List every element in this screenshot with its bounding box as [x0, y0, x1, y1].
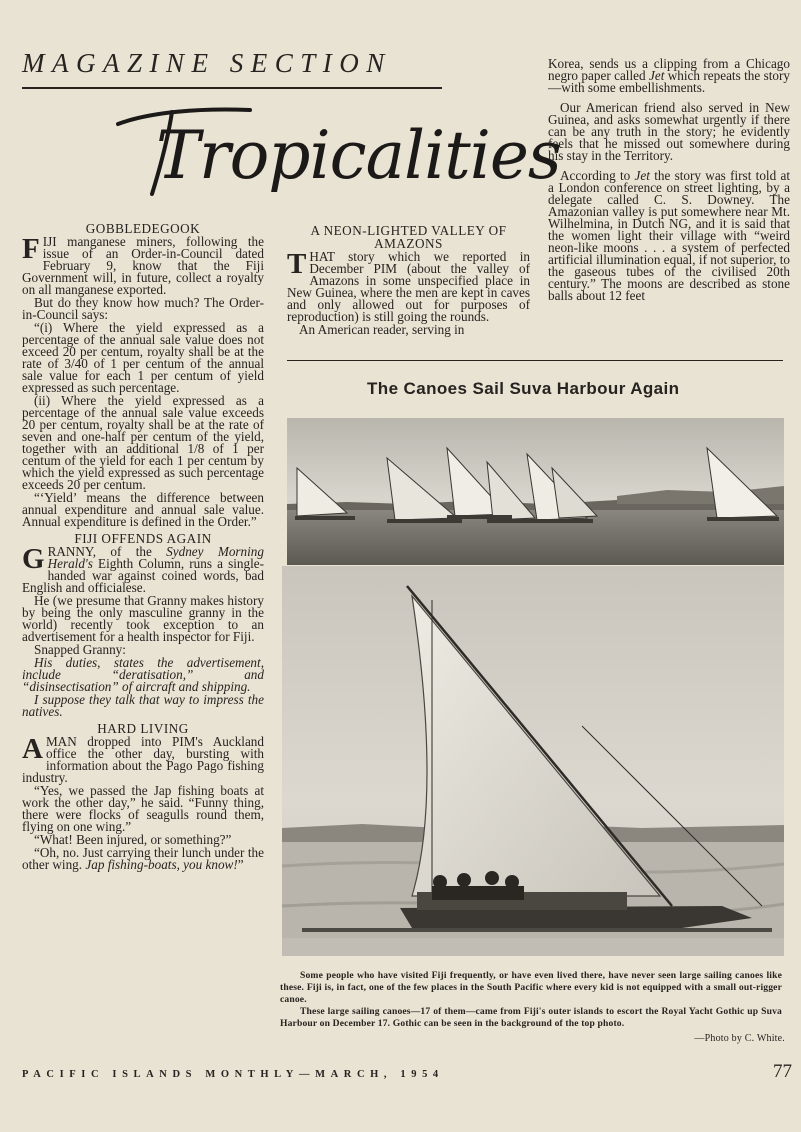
neon-valley-p3b: Jet [648, 68, 665, 83]
hard-living-p4a: “Oh, no. Just carrying their lunch under the other wing. [22, 845, 264, 872]
neon-valley-p5c: the story was first told at a London conference on street lighting, by a delegate called C. S. Downey. The Amazonian valley is put somewhere near Mt. Wilhelmina, in Dutch NG, and it is said that the women light their village with “weird neon-like moons . . . a system of perfected artificial illumination equal, if not superior, to the gaseous tubes of the civilised 20th century.” The moons are described as stone balls about 12 feet [548, 168, 790, 303]
neon-valley-p5b: Jet [634, 168, 650, 183]
hard-living-p2: “Yes, we passed the Jap fishing boats at work the other day,” he said. “Funny thing, there were flocks of seagulls round them, flying on one wing.” [22, 783, 264, 834]
photo-caption-p1: Some people who have visited Fiji frequently, or have even lived there, have never seen large sailing canoes like these. Fiji is, in fact, one of the few places in the South Pacific where every kid is not equipped with a small out-rigger canoe. [280, 970, 782, 1005]
drop-cap-t: T [287, 248, 307, 280]
tropicalities-logo [110, 98, 561, 208]
fiji-offends-heading: FIJI OFFENDS AGAIN [74, 531, 212, 546]
drop-cap-g: G [22, 543, 45, 575]
hard-living-p1: MAN dropped into PIM's Auckland office the other day, bursting with information about the Pago Pago fishing industry. [22, 734, 264, 785]
header-rule [22, 87, 442, 89]
page-number: 77 [773, 1061, 792, 1082]
photo-section-rule [287, 360, 783, 361]
fiji-offends-p5: I suppose they talk that way to impress the natives. [22, 692, 264, 719]
drop-cap-f: F [22, 233, 40, 265]
photo-credit: —Photo by C. White. [694, 1033, 785, 1044]
photo-caption-p2: These large sailing canoes—17 of them—came from Fiji's outer islands to escort the Royal Yacht Gothic up Suva Harbour on December 17. Gothic can be seen in the background of the top photo. [280, 1006, 782, 1029]
fiji-offends-p2: He (we presume that Granny makes history by being the only masculine granny in the world) recently took exception to an advertisement for a health inspector for Fiji. [22, 593, 264, 644]
publication-footer: PACIFIC ISLANDS MONTHLY—MARCH, 1954 [22, 1069, 444, 1080]
tropicalities-logo-drawing [110, 98, 561, 208]
column-left [22, 218, 264, 872]
hard-living-p3: “What! Been injured, or something?” [34, 832, 232, 847]
canoe-fleet-photo [287, 418, 784, 565]
fiji-offends-p3: Snapped Granny: [34, 642, 126, 657]
gobbledegook-p5: “‘Yield’ means the difference between annual expenditure and annual sale value. Annual expenditure is defined in the Order.” [22, 490, 264, 529]
hard-living-p4c: ” [237, 857, 244, 872]
neon-valley-p5a: According to [560, 168, 635, 183]
gobbledegook-heading: GOBBLEDEGOOK [85, 221, 201, 236]
photo-feature-title: The Canoes Sail Suva Harbour Again [367, 379, 680, 398]
column-right [548, 58, 790, 303]
fiji-offends-p1b: Sydney Morning Herald's [47, 544, 264, 571]
column-middle [287, 220, 530, 337]
logo-lettering: Tropicalities [156, 117, 561, 194]
gobbledegook-p4: (ii) Where the yield expressed as a percentage of the annual sale value exceeds 20 per centum, royalty shall be at the rate of seven and one-half per centum of the yield, together with an additional 1/8 of 1 per centum of the yield for each 1 per centum by which the yield expressed as such percentage exceeds 20 per centum. [22, 393, 264, 492]
gobbledegook-p3: “(i) Where the yield expressed as a percentage of the annual sale value does not exceed 20 per centum, royalty shall be at the rate of 3/40 of 1 per centum of the annual sale value for each 1 per centum of yield expressed as such percentage. [22, 320, 264, 395]
hard-living-heading: HARD LIVING [97, 721, 189, 736]
section-title: MAGAZINE SECTION [22, 48, 392, 78]
neon-valley-p4: Our American friend also served in New Guinea, and asks somewhat urgently if there can be any truth in the story; he evidently feels that he missed out somewhere during his stay in the Territory. [548, 100, 790, 163]
neon-valley-p2: An American reader, serving in [299, 322, 465, 337]
neon-valley-p1: HAT story which we reported in December PIM (about the valley of Amazons in some unspecified place in New Guinea, where the men are kept in caves and only allowed out for purposes of reproduction) is still going the rounds. [287, 249, 530, 324]
neon-valley-heading: A NEON-LIGHTED VALLEY OF AMAZONS [310, 223, 507, 251]
gobbledegook-p1: IJI manganese miners, following the issue of an Order-in-Council dated February 9, know that the Fiji Government will, in future, collect a royalty on all manganese exported. [22, 234, 264, 297]
fiji-offends-p1a: RANNY, of the [47, 544, 167, 559]
hard-living-p4b: Jap fishing-boats, you know! [85, 857, 238, 872]
large-canoe-photo [282, 566, 784, 956]
fiji-offends-p4: His duties, states the advertisement, include “deratisation,” and “disinsectisation” of aircraft and shipping. [22, 655, 264, 694]
photo-caption [280, 970, 782, 1030]
fiji-offends-p1c: Eighth Column, runs a single-handed war against coined words, bad English and officialese. [22, 556, 264, 595]
neon-valley-p3c: which repeats the story—with some embellishments. [548, 68, 790, 95]
neon-valley-p3a: Korea, sends us a clipping from a Chicago negro paper called [548, 56, 790, 83]
drop-cap-a: A [22, 733, 43, 765]
gobbledegook-p2: But do they know how much? The Order-in-Council says: [22, 295, 264, 322]
